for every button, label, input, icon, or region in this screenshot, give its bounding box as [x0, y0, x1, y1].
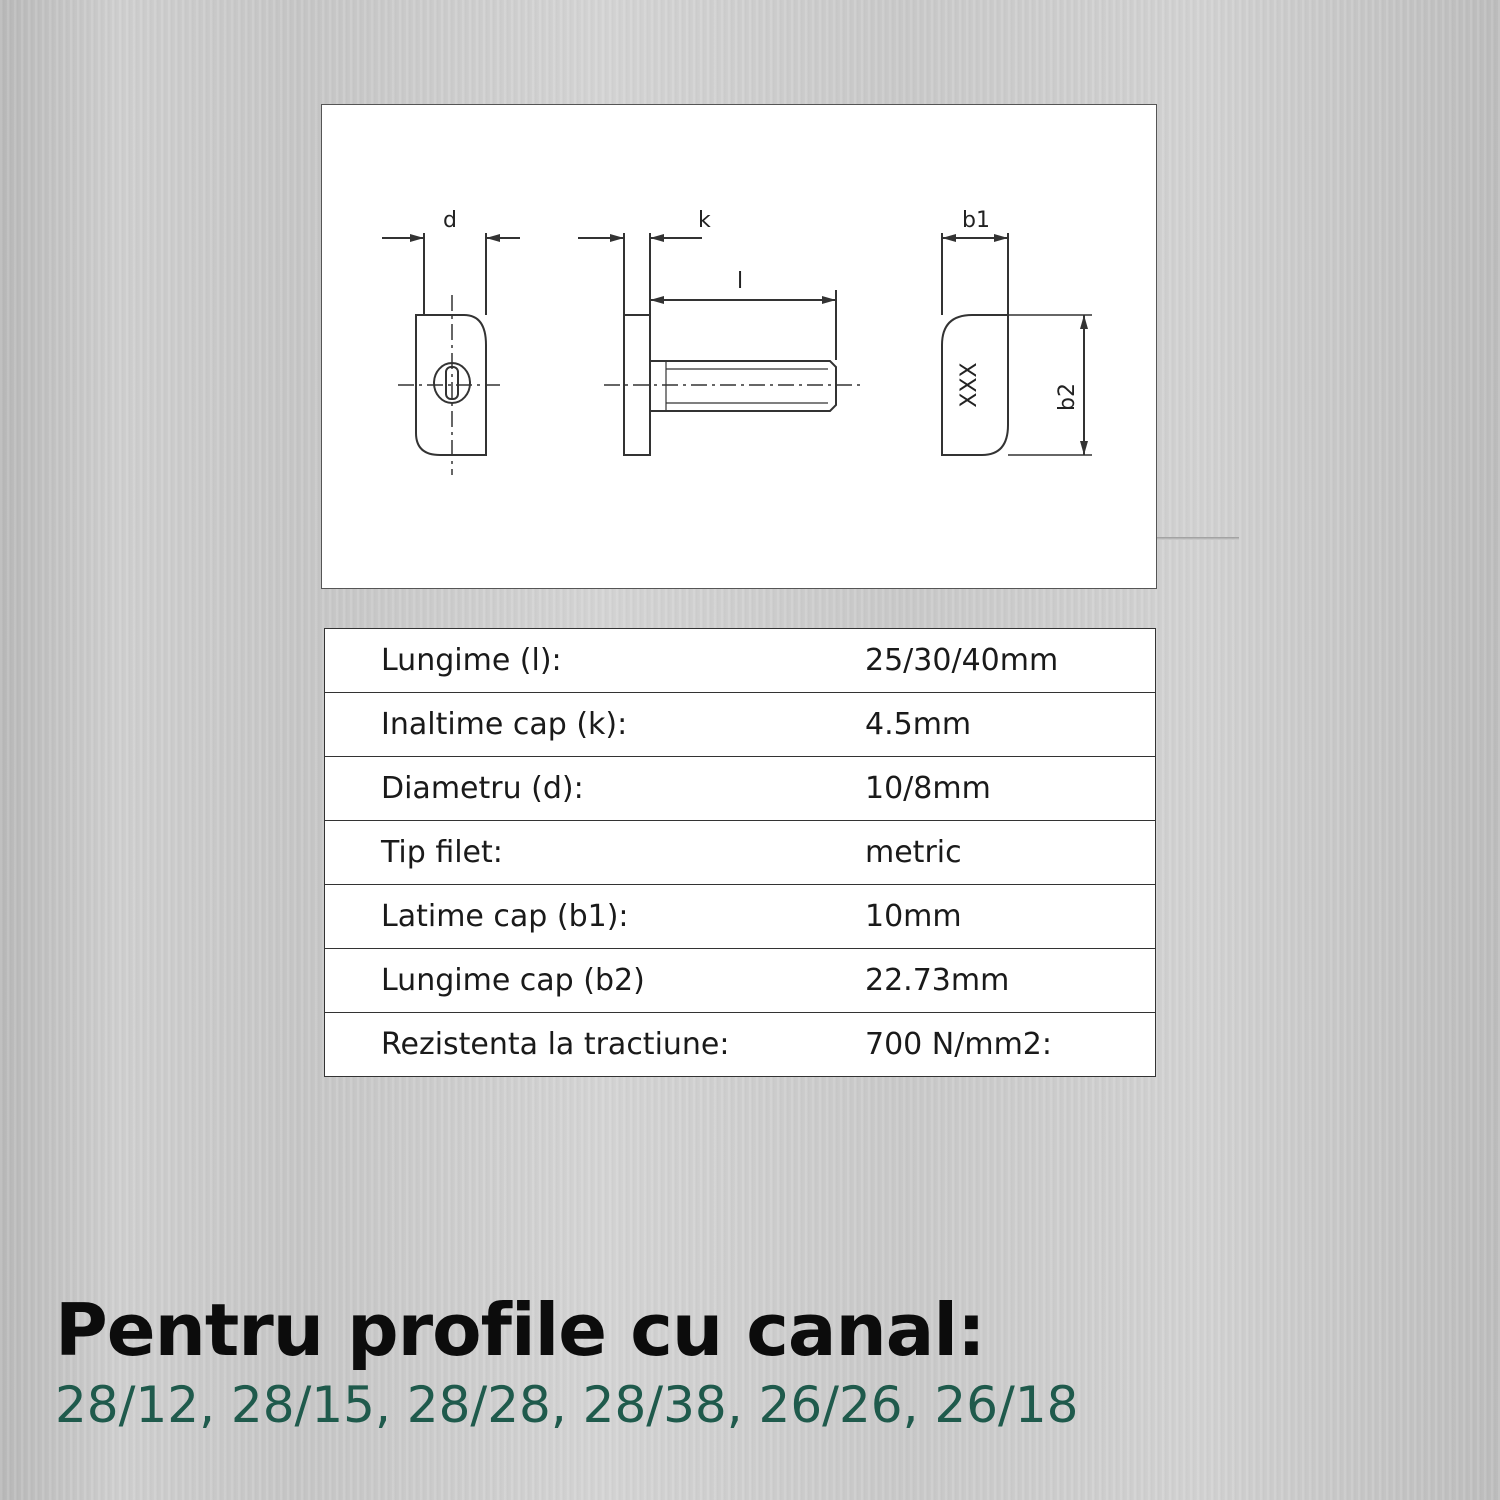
spec-label: Latime cap (b1):	[325, 885, 866, 949]
spec-label: Lungime (l):	[325, 629, 866, 693]
table-row	[325, 757, 1156, 821]
table-row	[325, 629, 1156, 693]
table-row	[325, 693, 1156, 757]
head-view	[942, 233, 1092, 455]
spec-value: 4.5mm	[865, 693, 1156, 757]
label-b2: b2	[1055, 383, 1080, 411]
spec-label: Inaltime cap (k):	[325, 693, 866, 757]
spec-label: Diametru (d):	[325, 757, 866, 821]
label-marking: XXX	[957, 362, 982, 408]
spec-value: 22.73mm	[865, 949, 1156, 1013]
technical-drawing-panel	[321, 104, 1157, 589]
label-b1: b1	[962, 208, 990, 233]
footer-title: Pentru profile cu canal:	[55, 1288, 985, 1372]
panel-tick-line	[1157, 537, 1239, 540]
table-row	[325, 1013, 1156, 1077]
spec-value: 10/8mm	[865, 757, 1156, 821]
profile-list: 28/12, 28/15, 28/28, 28/38, 26/26, 26/18	[55, 1376, 1079, 1434]
spec-table	[324, 628, 1156, 1077]
spec-value: 25/30/40mm	[865, 629, 1156, 693]
spec-value: metric	[865, 821, 1156, 885]
spec-value: 10mm	[865, 885, 1156, 949]
table-row	[325, 885, 1156, 949]
label-k: k	[698, 208, 711, 233]
spec-value: 700 N/mm2:	[865, 1013, 1156, 1077]
label-d: d	[443, 208, 457, 233]
spec-label: Tip filet:	[325, 821, 866, 885]
front-view	[382, 233, 520, 475]
spec-label: Rezistenta la tractiune:	[325, 1013, 866, 1077]
table-row	[325, 949, 1156, 1013]
table-row	[325, 821, 1156, 885]
label-l: l	[737, 269, 744, 294]
t-bolt-drawing	[322, 105, 1156, 588]
spec-label: Lungime cap (b2)	[325, 949, 866, 1013]
side-view	[578, 233, 862, 455]
